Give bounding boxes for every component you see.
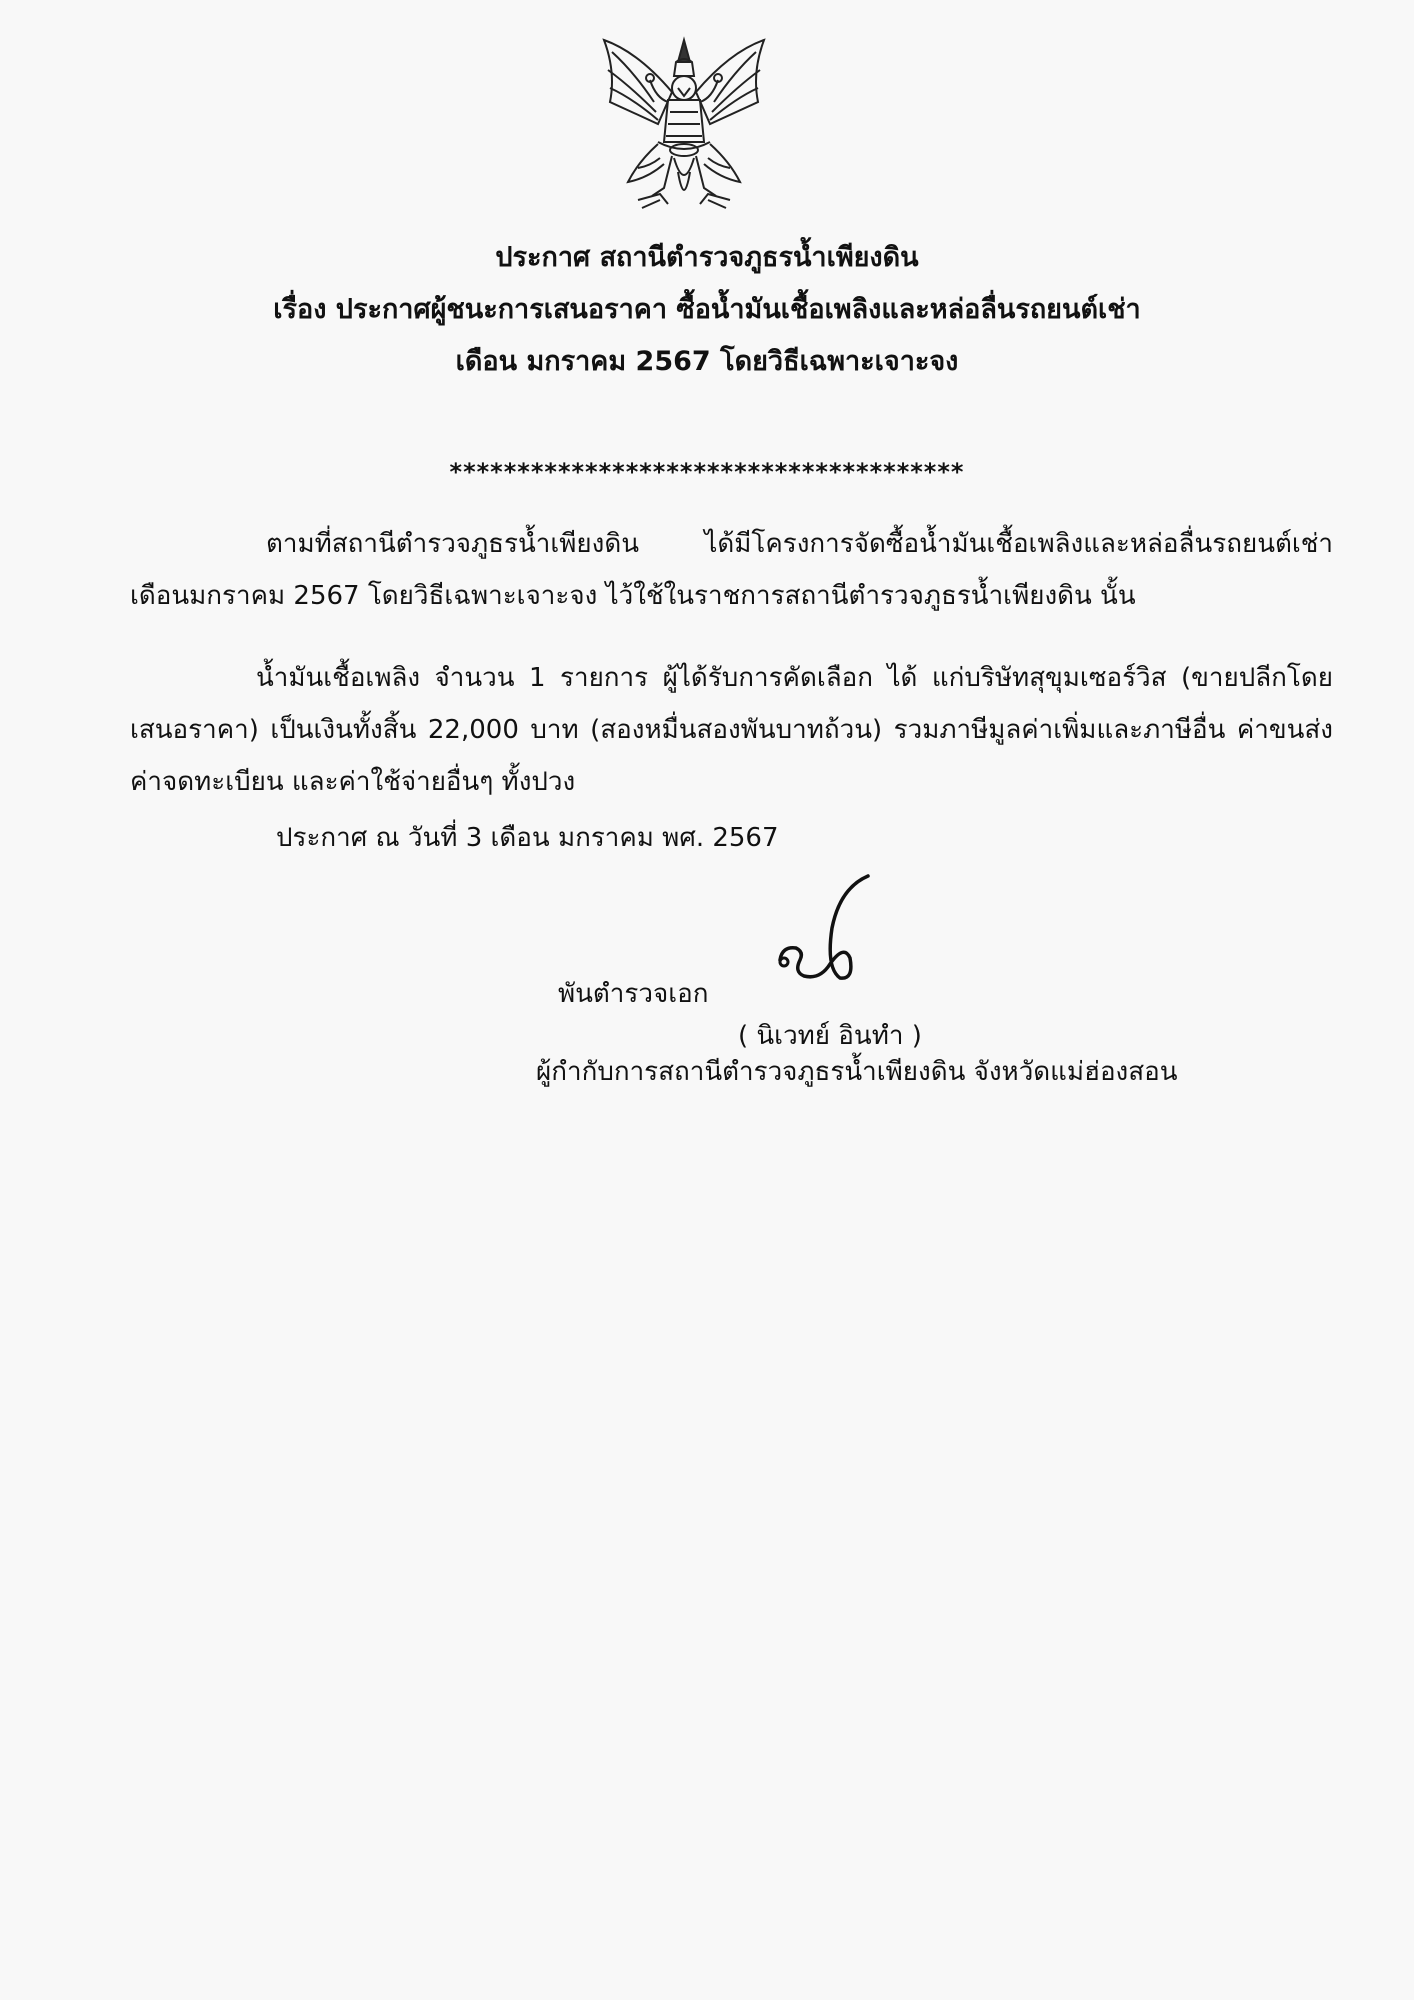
paragraph-2: [130, 652, 1333, 808]
paragraph-2-text: น้ำมันเชื้อเพลิง จำนวน 1 รายการ ผู้ได้รับการคัดเลือก ได้ แก่บริษัทสุขุมเซอร์วิส (ขายปลีกโดยเสนอราคา) เป็นเงินทั้งสิ้น 22,000 บาท (สองหมื่นสองพันบาทถ้วน) รวมภาษีมูลค่าเพิ่มและภาษีอื่น ค่าขนส่ง ค่าจดทะเบียน และค่าใช้จ่ายอื่นๆ ทั้งปวง: [130, 663, 1333, 797]
garuda-emblem-icon: [598, 32, 770, 222]
title-line-2: เรื่อง ประกาศผู้ชนะการเสนอราคา ซื้อน้ำมันเชื้อเพลิงและหล่อลื่นรถยนต์เช่า: [273, 294, 1141, 325]
handwritten-signature-icon: [760, 868, 880, 998]
title-line-1: ประกาศ สถานีตำรวจภูธรน้ำเพียงดิน: [495, 242, 919, 273]
announcement-date: ประกาศ ณ วันที่ 3 เดือน มกราคม พศ. 2567: [276, 823, 779, 853]
document-title: [0, 232, 1414, 388]
paragraph-1: [130, 518, 1333, 622]
title-line-3: เดือน มกราคม 2567 โดยวิธีเฉพาะเจาะจง: [455, 346, 959, 377]
signer-position: ผู้กำกับการสถานีตำรวจภูธรน้ำเพียงดิน จังหวัดแม่ฮ่องสอน: [536, 1057, 1178, 1087]
separator-stars: **************************************: [449, 458, 965, 486]
signer-name: ( นิเวทย์ อินทำ ): [738, 1021, 922, 1051]
signer-rank: พันตำรวจเอก: [558, 979, 709, 1009]
paragraph-1-text: ตามที่สถานีตำรวจภูธรน้ำเพียงดิน ได้มีโครงการจัดซื้อน้ำมันเชื้อเพลิงและหล่อลื่นรถยนต์เช่า เดือนมกราคม 2567 โดยวิธีเฉพาะเจาะจง ไว้ใช้ในราชการสถานีตำรวจภูธรน้ำเพียงดิน นั้น: [130, 529, 1333, 611]
